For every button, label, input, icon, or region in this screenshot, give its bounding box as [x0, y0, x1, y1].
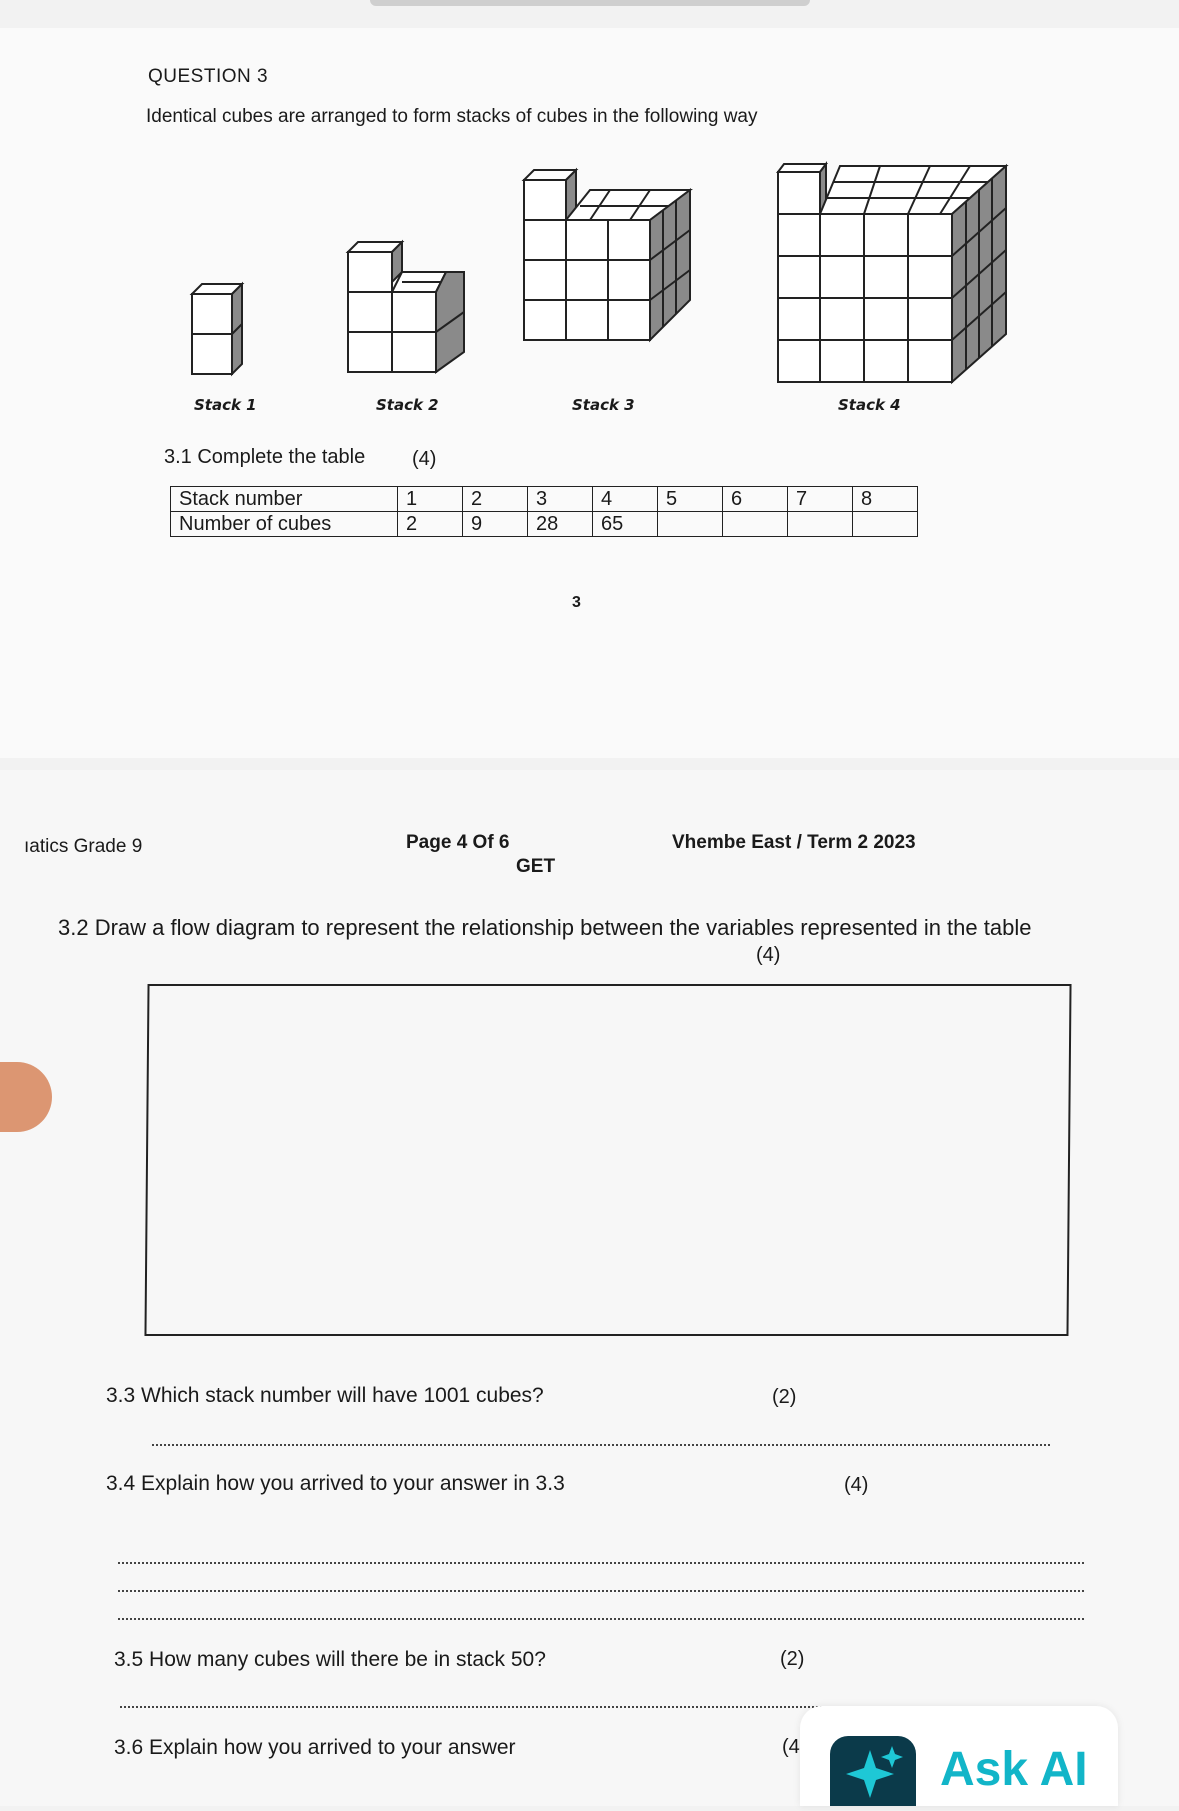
sparkle-icon	[830, 1736, 916, 1806]
ask-ai-label: Ask AI	[940, 1743, 1088, 1796]
stack-4-drawing	[778, 164, 1006, 382]
q34-marks: (4)	[844, 1474, 869, 1496]
cube-stacks-illustration	[0, 150, 1030, 430]
stack-3-label: Stack 3	[572, 396, 635, 414]
table-cell-empty[interactable]	[658, 512, 723, 537]
q35-marks: (2)	[780, 1648, 805, 1670]
stack-1-label: Stack 1	[194, 396, 257, 414]
row-label-stack-number: Stack number	[171, 487, 398, 512]
row-label-number-of-cubes: Number of cubes	[171, 512, 398, 537]
table-cell: 5	[658, 487, 723, 512]
table-cell-empty[interactable]	[853, 512, 918, 537]
header-subject: ıatics Grade 9	[24, 836, 143, 857]
q31-text: 3.1 Complete the table	[164, 446, 366, 468]
q36-text: 3.6 Explain how you arrived to your answer	[114, 1736, 516, 1759]
table-cell: 1	[398, 487, 463, 512]
header-get: GET	[516, 856, 556, 877]
answer-line-q33[interactable]	[152, 1444, 1050, 1446]
table-cell: 6	[723, 487, 788, 512]
table-cell: 2	[463, 487, 528, 512]
q31-marks: (4)	[412, 448, 437, 470]
answer-line-q34[interactable]	[118, 1590, 1084, 1592]
stack-3-drawing	[524, 170, 690, 340]
table-cell: 2	[398, 512, 463, 537]
answer-line-q34[interactable]	[118, 1562, 1084, 1564]
table-cell: 7	[788, 487, 853, 512]
table-cell-empty[interactable]	[788, 512, 853, 537]
page-number-3: 3	[572, 594, 581, 611]
q33-marks: (2)	[772, 1386, 797, 1408]
table-cell: 3	[528, 487, 593, 512]
header-page: Page 4 Of 6	[406, 832, 510, 853]
answer-line-q34[interactable]	[118, 1618, 1084, 1620]
question-title: QUESTION 3	[148, 66, 269, 87]
q33-text: 3.3 Which stack number will have 1001 cubes?	[106, 1384, 544, 1407]
q35-text: 3.5 How many cubes will there be in stack 50?	[114, 1648, 546, 1671]
stack-4-label: Stack 4	[838, 396, 901, 414]
stack-2-drawing	[348, 242, 464, 372]
table-row-stack-number	[171, 487, 918, 512]
table-cell: 65	[593, 512, 658, 537]
table-cell: 4	[593, 487, 658, 512]
table-cell: 9	[463, 512, 528, 537]
table-row-number-of-cubes	[171, 512, 918, 537]
flow-diagram-answer-box[interactable]	[144, 984, 1071, 1336]
cubes-table	[170, 486, 918, 537]
q36-marks: (4	[782, 1736, 800, 1758]
q32-marks: (4)	[756, 944, 781, 966]
table-cell-empty[interactable]	[723, 512, 788, 537]
q32-text: 3.2 Draw a flow diagram to represent the relationship between the variables represented in the table	[58, 915, 1032, 940]
table-cell: 8	[853, 487, 918, 512]
stack-2-label: Stack 2	[376, 396, 439, 414]
q34-text: 3.4 Explain how you arrived to your answer in 3.3	[106, 1472, 565, 1495]
table-cell: 28	[528, 512, 593, 537]
header-district-term: Vhembe East / Term 2 2023	[672, 832, 916, 853]
top-bar	[370, 0, 810, 6]
question-intro: Identical cubes are arranged to form stacks of cubes in the following way	[146, 106, 758, 127]
ask-ai-button[interactable]	[800, 1706, 1118, 1806]
stack-1-drawing	[192, 284, 242, 374]
